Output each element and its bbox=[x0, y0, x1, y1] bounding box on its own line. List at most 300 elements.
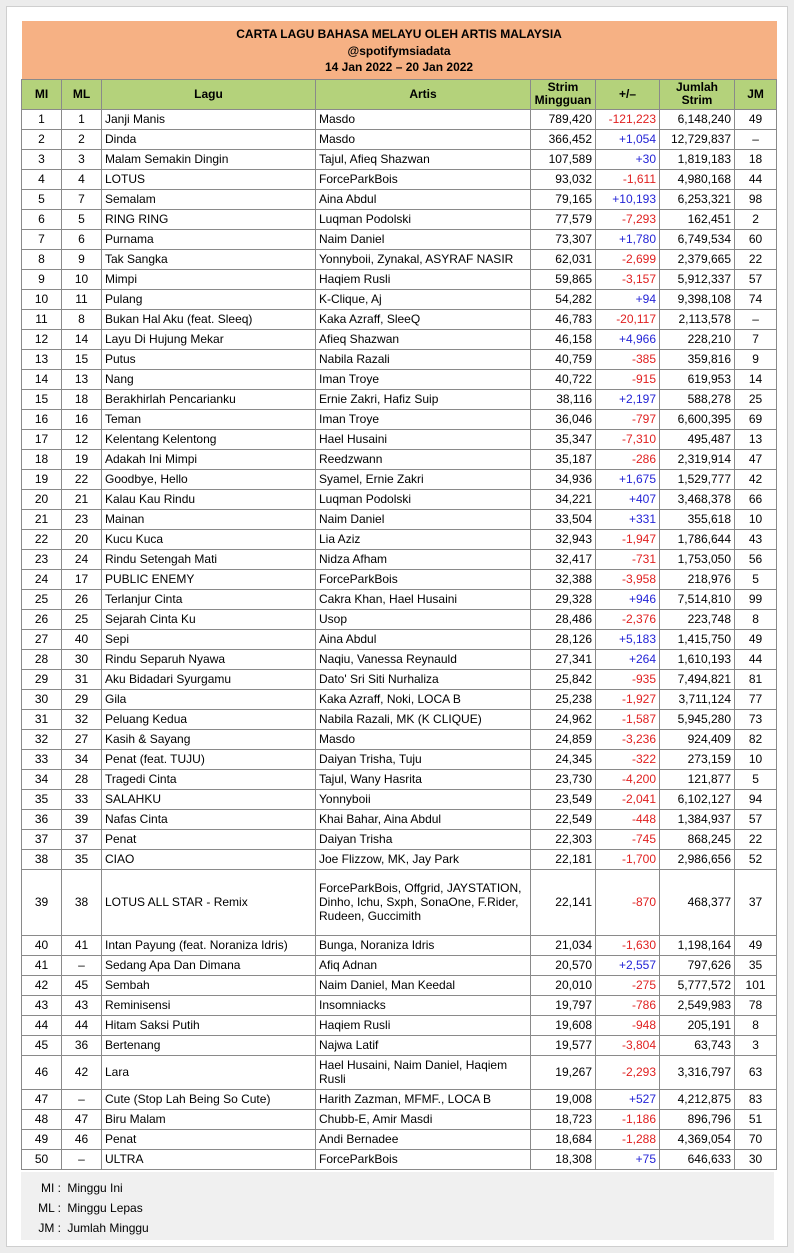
cell-artist: Naqiu, Vanessa Reynauld bbox=[316, 649, 531, 669]
cell-weekly-streams: 19,267 bbox=[531, 1055, 596, 1089]
cell-mi: 39 bbox=[22, 869, 62, 935]
cell-weeks: 69 bbox=[735, 409, 777, 429]
cell-artist: Naim Daniel bbox=[316, 229, 531, 249]
cell-ml: 27 bbox=[62, 729, 102, 749]
cell-artist: Dato' Sri Siti Nurhaliza bbox=[316, 669, 531, 689]
cell-change: -286 bbox=[596, 449, 660, 469]
cell-weekly-streams: 46,158 bbox=[531, 329, 596, 349]
cell-ml: 46 bbox=[62, 1129, 102, 1149]
cell-song: Bukan Hal Aku (feat. Sleeq) bbox=[102, 309, 316, 329]
cell-total-streams: 121,877 bbox=[660, 769, 735, 789]
cell-weekly-streams: 32,943 bbox=[531, 529, 596, 549]
table-row bbox=[22, 109, 777, 129]
cell-mi: 19 bbox=[22, 469, 62, 489]
cell-total-streams: 495,487 bbox=[660, 429, 735, 449]
legend-value: Minggu Ini bbox=[67, 1181, 123, 1195]
cell-change: +10,193 bbox=[596, 189, 660, 209]
cell-weekly-streams: 28,126 bbox=[531, 629, 596, 649]
cell-change: +75 bbox=[596, 1149, 660, 1169]
cell-weekly-streams: 62,031 bbox=[531, 249, 596, 269]
cell-song: Sembah bbox=[102, 975, 316, 995]
cell-weeks: 43 bbox=[735, 529, 777, 549]
cell-change: -3,236 bbox=[596, 729, 660, 749]
cell-artist: Lia Aziz bbox=[316, 529, 531, 549]
cell-mi: 8 bbox=[22, 249, 62, 269]
cell-mi: 7 bbox=[22, 229, 62, 249]
cell-mi: 20 bbox=[22, 489, 62, 509]
cell-weekly-streams: 54,282 bbox=[531, 289, 596, 309]
cell-weekly-streams: 18,684 bbox=[531, 1129, 596, 1149]
cell-weekly-streams: 35,187 bbox=[531, 449, 596, 469]
cell-change: -745 bbox=[596, 829, 660, 849]
cell-song: Semalam bbox=[102, 189, 316, 209]
cell-weeks: 81 bbox=[735, 669, 777, 689]
cell-change: +1,780 bbox=[596, 229, 660, 249]
cell-ml: 13 bbox=[62, 369, 102, 389]
table-row bbox=[22, 975, 777, 995]
cell-mi: 29 bbox=[22, 669, 62, 689]
cell-song: Kucu Kuca bbox=[102, 529, 316, 549]
cell-ml: 39 bbox=[62, 809, 102, 829]
cell-song: Kelentang Kelentong bbox=[102, 429, 316, 449]
cell-change: +4,966 bbox=[596, 329, 660, 349]
cell-weekly-streams: 18,723 bbox=[531, 1109, 596, 1129]
table-row bbox=[22, 935, 777, 955]
cell-artist: Tajul, Afieq Shazwan bbox=[316, 149, 531, 169]
cell-weekly-streams: 19,008 bbox=[531, 1089, 596, 1109]
cell-weeks: 70 bbox=[735, 1129, 777, 1149]
cell-change: +1,675 bbox=[596, 469, 660, 489]
cell-total-streams: 228,210 bbox=[660, 329, 735, 349]
cell-mi: 14 bbox=[22, 369, 62, 389]
cell-artist: Bunga, Noraniza Idris bbox=[316, 935, 531, 955]
cell-mi: 21 bbox=[22, 509, 62, 529]
cell-mi: 33 bbox=[22, 749, 62, 769]
cell-total-streams: 3,711,124 bbox=[660, 689, 735, 709]
cell-total-streams: 797,626 bbox=[660, 955, 735, 975]
cell-song: Sejarah Cinta Ku bbox=[102, 609, 316, 629]
cell-mi: 28 bbox=[22, 649, 62, 669]
cell-weeks: 35 bbox=[735, 955, 777, 975]
cell-weeks: 60 bbox=[735, 229, 777, 249]
cell-ml: 29 bbox=[62, 689, 102, 709]
cell-artist: Cakra Khan, Hael Husaini bbox=[316, 589, 531, 609]
cell-change: +946 bbox=[596, 589, 660, 609]
cell-weekly-streams: 93,032 bbox=[531, 169, 596, 189]
cell-change: -731 bbox=[596, 549, 660, 569]
cell-total-streams: 7,514,810 bbox=[660, 589, 735, 609]
cell-mi: 26 bbox=[22, 609, 62, 629]
cell-change: -915 bbox=[596, 369, 660, 389]
cell-artist: Haqiem Rusli bbox=[316, 269, 531, 289]
cell-total-streams: 646,633 bbox=[660, 1149, 735, 1169]
table-row bbox=[22, 955, 777, 975]
cell-mi: 3 bbox=[22, 149, 62, 169]
cell-weeks: 14 bbox=[735, 369, 777, 389]
table-row bbox=[22, 649, 777, 669]
cell-weekly-streams: 27,341 bbox=[531, 649, 596, 669]
table-row bbox=[22, 1015, 777, 1035]
cell-weekly-streams: 24,859 bbox=[531, 729, 596, 749]
cell-change: -797 bbox=[596, 409, 660, 429]
col-header-strim: Strim Mingguan bbox=[531, 79, 596, 109]
cell-ml: 47 bbox=[62, 1109, 102, 1129]
table-row bbox=[22, 809, 777, 829]
cell-ml: 31 bbox=[62, 669, 102, 689]
table-row bbox=[22, 129, 777, 149]
cell-mi: 22 bbox=[22, 529, 62, 549]
cell-artist: Masdo bbox=[316, 729, 531, 749]
cell-mi: 36 bbox=[22, 809, 62, 829]
cell-change: +30 bbox=[596, 149, 660, 169]
cell-weekly-streams: 19,797 bbox=[531, 995, 596, 1015]
cell-weekly-streams: 79,165 bbox=[531, 189, 596, 209]
cell-weeks: 2 bbox=[735, 209, 777, 229]
cell-weekly-streams: 33,504 bbox=[531, 509, 596, 529]
cell-ml: 33 bbox=[62, 789, 102, 809]
table-row bbox=[22, 569, 777, 589]
cell-song: Gila bbox=[102, 689, 316, 709]
cell-weekly-streams: 32,388 bbox=[531, 569, 596, 589]
chart-table bbox=[21, 21, 777, 1170]
cell-change: -275 bbox=[596, 975, 660, 995]
cell-song: Berakhirlah Pencarianku bbox=[102, 389, 316, 409]
cell-change: -20,117 bbox=[596, 309, 660, 329]
cell-weeks: 44 bbox=[735, 649, 777, 669]
cell-weeks: 18 bbox=[735, 149, 777, 169]
cell-total-streams: 1,610,193 bbox=[660, 649, 735, 669]
cell-weeks: 57 bbox=[735, 269, 777, 289]
cell-weekly-streams: 40,722 bbox=[531, 369, 596, 389]
cell-artist: Joe Flizzow, MK, Jay Park bbox=[316, 849, 531, 869]
cell-ml: 32 bbox=[62, 709, 102, 729]
cell-total-streams: 5,777,572 bbox=[660, 975, 735, 995]
cell-weeks: 51 bbox=[735, 1109, 777, 1129]
cell-weeks: 78 bbox=[735, 995, 777, 1015]
cell-total-streams: 359,816 bbox=[660, 349, 735, 369]
cell-artist: Aina Abdul bbox=[316, 189, 531, 209]
table-row bbox=[22, 1055, 777, 1089]
cell-artist: Daiyan Trisha bbox=[316, 829, 531, 849]
table-row bbox=[22, 369, 777, 389]
legend-value: Minggu Lepas bbox=[67, 1201, 143, 1215]
table-row bbox=[22, 1129, 777, 1149]
cell-weeks: 83 bbox=[735, 1089, 777, 1109]
table-row bbox=[22, 609, 777, 629]
cell-ml: 9 bbox=[62, 249, 102, 269]
cell-artist: Luqman Podolski bbox=[316, 489, 531, 509]
cell-song: Bertenang bbox=[102, 1035, 316, 1055]
cell-change: -2,041 bbox=[596, 789, 660, 809]
cell-mi: 27 bbox=[22, 629, 62, 649]
cell-total-streams: 1,786,644 bbox=[660, 529, 735, 549]
cell-ml: 19 bbox=[62, 449, 102, 469]
table-row bbox=[22, 589, 777, 609]
cell-artist: Khai Bahar, Aina Abdul bbox=[316, 809, 531, 829]
table-row bbox=[22, 349, 777, 369]
table-row bbox=[22, 669, 777, 689]
cell-ml: 7 bbox=[62, 189, 102, 209]
cell-change: -2,293 bbox=[596, 1055, 660, 1089]
cell-ml: 20 bbox=[62, 529, 102, 549]
cell-artist: Chubb-E, Amir Masdi bbox=[316, 1109, 531, 1129]
chart-card bbox=[6, 6, 788, 1247]
cell-change: +264 bbox=[596, 649, 660, 669]
cell-total-streams: 2,549,983 bbox=[660, 995, 735, 1015]
col-header-delta: +/– bbox=[596, 79, 660, 109]
cell-total-streams: 868,245 bbox=[660, 829, 735, 849]
cell-change: -448 bbox=[596, 809, 660, 829]
cell-song: Terlanjur Cinta bbox=[102, 589, 316, 609]
cell-total-streams: 2,113,578 bbox=[660, 309, 735, 329]
table-row bbox=[22, 209, 777, 229]
legend-key: ML : bbox=[38, 1201, 61, 1215]
table-row bbox=[22, 829, 777, 849]
cell-mi: 9 bbox=[22, 269, 62, 289]
cell-weeks: 57 bbox=[735, 809, 777, 829]
cell-total-streams: 355,618 bbox=[660, 509, 735, 529]
cell-artist: Haqiem Rusli bbox=[316, 1015, 531, 1035]
cell-ml: 3 bbox=[62, 149, 102, 169]
cell-weeks: 82 bbox=[735, 729, 777, 749]
cell-mi: 50 bbox=[22, 1149, 62, 1169]
table-row bbox=[22, 789, 777, 809]
cell-change: +94 bbox=[596, 289, 660, 309]
cell-total-streams: 9,398,108 bbox=[660, 289, 735, 309]
cell-ml: 21 bbox=[62, 489, 102, 509]
table-row bbox=[22, 549, 777, 569]
table-row bbox=[22, 469, 777, 489]
cell-weekly-streams: 20,010 bbox=[531, 975, 596, 995]
table-row bbox=[22, 769, 777, 789]
cell-song: Nang bbox=[102, 369, 316, 389]
col-header-jm: JM bbox=[735, 79, 777, 109]
cell-weeks: 63 bbox=[735, 1055, 777, 1089]
cell-total-streams: 2,986,656 bbox=[660, 849, 735, 869]
cell-change: -1,700 bbox=[596, 849, 660, 869]
cell-change: -2,376 bbox=[596, 609, 660, 629]
cell-ml: 5 bbox=[62, 209, 102, 229]
cell-artist: Hael Husaini bbox=[316, 429, 531, 449]
cell-total-streams: 6,253,321 bbox=[660, 189, 735, 209]
legend-item bbox=[21, 1218, 774, 1238]
cell-total-streams: 5,912,337 bbox=[660, 269, 735, 289]
cell-weeks: 52 bbox=[735, 849, 777, 869]
cell-song: Intan Payung (feat. Noraniza Idris) bbox=[102, 935, 316, 955]
cell-weeks: 3 bbox=[735, 1035, 777, 1055]
cell-change: -7,310 bbox=[596, 429, 660, 449]
cell-artist: Kaka Azraff, SleeQ bbox=[316, 309, 531, 329]
cell-weekly-streams: 22,181 bbox=[531, 849, 596, 869]
cell-ml: 45 bbox=[62, 975, 102, 995]
cell-ml: 1 bbox=[62, 109, 102, 129]
legend-key: JM : bbox=[38, 1221, 61, 1235]
cell-total-streams: 3,468,378 bbox=[660, 489, 735, 509]
cell-weekly-streams: 32,417 bbox=[531, 549, 596, 569]
cell-ml: 37 bbox=[62, 829, 102, 849]
cell-mi: 16 bbox=[22, 409, 62, 429]
cell-weeks: 49 bbox=[735, 109, 777, 129]
cell-song: LOTUS bbox=[102, 169, 316, 189]
cell-total-streams: 205,191 bbox=[660, 1015, 735, 1035]
cell-artist: Luqman Podolski bbox=[316, 209, 531, 229]
cell-weekly-streams: 24,962 bbox=[531, 709, 596, 729]
table-row bbox=[22, 389, 777, 409]
table-row bbox=[22, 149, 777, 169]
cell-ml: 41 bbox=[62, 935, 102, 955]
chart-period: 14 Jan 2022 – 20 Jan 2022 bbox=[22, 59, 777, 79]
cell-mi: 23 bbox=[22, 549, 62, 569]
cell-total-streams: 2,319,914 bbox=[660, 449, 735, 469]
table-row bbox=[22, 169, 777, 189]
chart-title: CARTA LAGU BAHASA MELAYU OLEH ARTIS MALAYSIA bbox=[22, 21, 777, 42]
cell-change: -1,611 bbox=[596, 169, 660, 189]
cell-weeks: 13 bbox=[735, 429, 777, 449]
cell-artist: ForceParkBois, Offgrid, JAYSTATION, Dinho, Ichu, Sxph, SonaOne, F.Rider, Rudeen, Guccimith bbox=[316, 869, 531, 935]
cell-artist: Afieq Shazwan bbox=[316, 329, 531, 349]
cell-song: Adakah Ini Mimpi bbox=[102, 449, 316, 469]
cell-weeks: 74 bbox=[735, 289, 777, 309]
cell-song: Tak Sangka bbox=[102, 249, 316, 269]
cell-artist: Aina Abdul bbox=[316, 629, 531, 649]
cell-mi: 17 bbox=[22, 429, 62, 449]
cell-song: Kalau Kau Rindu bbox=[102, 489, 316, 509]
cell-total-streams: 6,148,240 bbox=[660, 109, 735, 129]
cell-change: -1,927 bbox=[596, 689, 660, 709]
cell-weekly-streams: 19,577 bbox=[531, 1035, 596, 1055]
cell-artist: Kaka Azraff, Noki, LOCA B bbox=[316, 689, 531, 709]
cell-ml: 36 bbox=[62, 1035, 102, 1055]
cell-ml: 42 bbox=[62, 1055, 102, 1089]
cell-weekly-streams: 73,307 bbox=[531, 229, 596, 249]
cell-change: -3,157 bbox=[596, 269, 660, 289]
col-header-mi: MI bbox=[22, 79, 62, 109]
cell-song: Sedang Apa Dan Dimana bbox=[102, 955, 316, 975]
cell-weeks: 56 bbox=[735, 549, 777, 569]
cell-change: +5,183 bbox=[596, 629, 660, 649]
cell-total-streams: 896,796 bbox=[660, 1109, 735, 1129]
cell-weekly-streams: 59,865 bbox=[531, 269, 596, 289]
table-row bbox=[22, 749, 777, 769]
cell-ml: 22 bbox=[62, 469, 102, 489]
cell-change: -4,200 bbox=[596, 769, 660, 789]
cell-mi: 35 bbox=[22, 789, 62, 809]
cell-song: Malam Semakin Dingin bbox=[102, 149, 316, 169]
cell-change: +1,054 bbox=[596, 129, 660, 149]
table-row bbox=[22, 869, 777, 935]
cell-mi: 42 bbox=[22, 975, 62, 995]
cell-total-streams: 273,159 bbox=[660, 749, 735, 769]
cell-ml: 15 bbox=[62, 349, 102, 369]
cell-mi: 34 bbox=[22, 769, 62, 789]
cell-song: Rindu Separuh Nyawa bbox=[102, 649, 316, 669]
cell-total-streams: 4,369,054 bbox=[660, 1129, 735, 1149]
table-row bbox=[22, 729, 777, 749]
cell-artist: Iman Troye bbox=[316, 369, 531, 389]
cell-artist: Tajul, Wany Hasrita bbox=[316, 769, 531, 789]
cell-weeks: 47 bbox=[735, 449, 777, 469]
cell-artist: Nabila Razali, MK (K CLIQUE) bbox=[316, 709, 531, 729]
cell-weekly-streams: 34,221 bbox=[531, 489, 596, 509]
cell-weeks: 99 bbox=[735, 589, 777, 609]
cell-total-streams: 3,316,797 bbox=[660, 1055, 735, 1089]
cell-weeks: 44 bbox=[735, 169, 777, 189]
cell-total-streams: 218,976 bbox=[660, 569, 735, 589]
cell-total-streams: 588,278 bbox=[660, 389, 735, 409]
cell-mi: 2 bbox=[22, 129, 62, 149]
cell-weeks: 98 bbox=[735, 189, 777, 209]
cell-change: -935 bbox=[596, 669, 660, 689]
cell-ml: 44 bbox=[62, 1015, 102, 1035]
cell-weekly-streams: 29,328 bbox=[531, 589, 596, 609]
cell-weeks: 49 bbox=[735, 629, 777, 649]
table-row bbox=[22, 289, 777, 309]
table-row bbox=[22, 329, 777, 349]
table-row bbox=[22, 995, 777, 1015]
cell-total-streams: 924,409 bbox=[660, 729, 735, 749]
cell-weekly-streams: 28,486 bbox=[531, 609, 596, 629]
cell-mi: 25 bbox=[22, 589, 62, 609]
cell-weekly-streams: 22,549 bbox=[531, 809, 596, 829]
cell-total-streams: 468,377 bbox=[660, 869, 735, 935]
cell-weeks: 8 bbox=[735, 1015, 777, 1035]
cell-total-streams: 6,749,534 bbox=[660, 229, 735, 249]
cell-ml: 14 bbox=[62, 329, 102, 349]
cell-ml: 2 bbox=[62, 129, 102, 149]
cell-total-streams: 1,415,750 bbox=[660, 629, 735, 649]
cell-mi: 32 bbox=[22, 729, 62, 749]
cell-ml: 11 bbox=[62, 289, 102, 309]
cell-song: Mainan bbox=[102, 509, 316, 529]
cell-total-streams: 1,819,183 bbox=[660, 149, 735, 169]
cell-mi: 46 bbox=[22, 1055, 62, 1089]
col-header-ml: ML bbox=[62, 79, 102, 109]
cell-ml: 28 bbox=[62, 769, 102, 789]
cell-ml: 35 bbox=[62, 849, 102, 869]
cell-weekly-streams: 789,420 bbox=[531, 109, 596, 129]
cell-mi: 44 bbox=[22, 1015, 62, 1035]
cell-artist: Ernie Zakri, Hafiz Suip bbox=[316, 389, 531, 409]
cell-weeks: 42 bbox=[735, 469, 777, 489]
cell-song: Peluang Kedua bbox=[102, 709, 316, 729]
cell-artist: Naim Daniel bbox=[316, 509, 531, 529]
cell-ml: 25 bbox=[62, 609, 102, 629]
cell-song: Penat (feat. TUJU) bbox=[102, 749, 316, 769]
cell-weeks: 49 bbox=[735, 935, 777, 955]
cell-song: Reminisensi bbox=[102, 995, 316, 1015]
cell-weekly-streams: 366,452 bbox=[531, 129, 596, 149]
cell-ml: – bbox=[62, 1149, 102, 1169]
legend-box bbox=[21, 1172, 774, 1240]
cell-song: Dinda bbox=[102, 129, 316, 149]
cell-mi: 45 bbox=[22, 1035, 62, 1055]
col-header-lagu: Lagu bbox=[102, 79, 316, 109]
cell-weekly-streams: 23,549 bbox=[531, 789, 596, 809]
cell-ml: 38 bbox=[62, 869, 102, 935]
cell-mi: 38 bbox=[22, 849, 62, 869]
cell-weekly-streams: 25,842 bbox=[531, 669, 596, 689]
cell-ml: 6 bbox=[62, 229, 102, 249]
cell-artist: Hael Husaini, Naim Daniel, Haqiem Rusli bbox=[316, 1055, 531, 1089]
cell-ml: 10 bbox=[62, 269, 102, 289]
cell-ml: 12 bbox=[62, 429, 102, 449]
cell-change: +527 bbox=[596, 1089, 660, 1109]
cell-weekly-streams: 23,730 bbox=[531, 769, 596, 789]
cell-weeks: 30 bbox=[735, 1149, 777, 1169]
col-header-jumlah: Jumlah Strim bbox=[660, 79, 735, 109]
cell-weeks: – bbox=[735, 309, 777, 329]
cell-ml: – bbox=[62, 1089, 102, 1109]
